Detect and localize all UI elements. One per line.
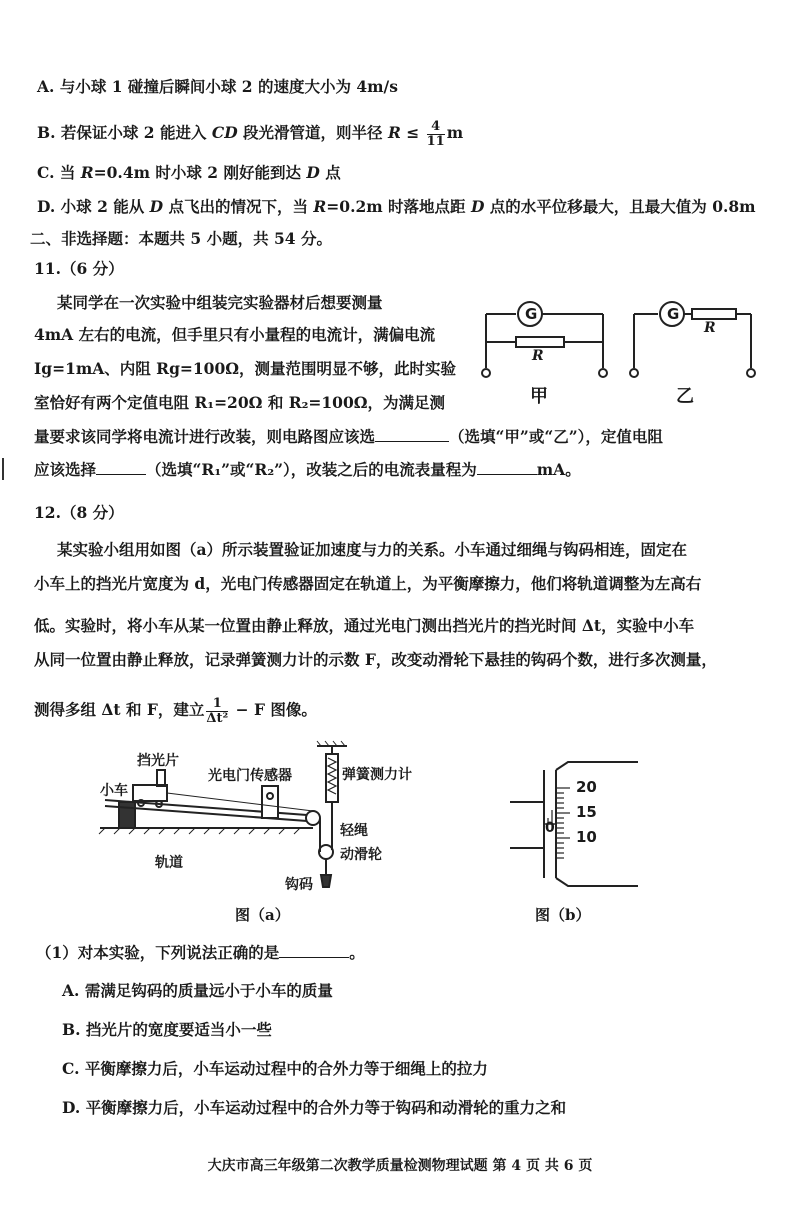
q12-text-3: 低。实验时，将小车从某一位置由静止释放，通过光电门测出挡光片的挡光时间 Δt，实验中小车: [34, 616, 695, 635]
q11-text-5: 量要求该同学将电流计进行改装，则电路图应该选 （选填“甲”或“乙”），定值电阻: [34, 427, 663, 446]
q12-text-5: 测得多组 Δt 和 F，建立 $\frac{1}{\text{Δt²}}$ − F 图像。: [34, 695, 317, 726]
fraction-1-over-dt2: $\frac{1}{\text{Δt²}}$: [206, 695, 229, 726]
option-b-prev: B. 若保证小球 2 能进入 CD 段光滑管道，则半径 R ≤ $\frac{4}{11}$ m: [37, 118, 464, 149]
fraction-4-11: $\frac{4}{11}$: [426, 118, 445, 149]
option-d-prev: D. 小球 2 能从 D 点飞出的情况下，当 R=0.2m 时落地点距 D 点的水平位移最大，且最大值为 0.8m: [37, 197, 756, 216]
q11-text-4: 室恰好有两个定值电阻 R₁=20Ω 和 R₂=100Ω，为满足测: [34, 393, 446, 412]
q11-text-6: 应该选择 （选填“R₁”或“R₂”），改装之后的电流表量程为 mA。: [34, 460, 581, 479]
circuit-diagram-jia: [478, 300, 608, 380]
scale-label-20: 20: [576, 778, 597, 796]
answer-blank-resistor[interactable]: [96, 458, 146, 475]
section-heading: 二、非选择题：本题共 5 小题，共 54 分。: [30, 229, 332, 248]
answer-blank-range[interactable]: [477, 458, 537, 475]
scale-label-0: 0: [545, 820, 555, 836]
label-shutter: 挡光片: [137, 753, 179, 769]
q12-option-b: B. 挡光片的宽度要适当小一些: [62, 1020, 272, 1039]
galvanometer-label-jia: G: [525, 305, 538, 323]
scale-label-10: 10: [576, 828, 597, 846]
option-c-prev: C. 当 R=0.4m 时小球 2 刚好能到达 D 点: [37, 163, 341, 182]
q11-text-3: Ig=1mA、内阻 Rg=100Ω，测量范围明显不够，此时实验: [34, 359, 457, 378]
q12-text-2: 小车上的挡光片宽度为 d，光电门传感器固定在轨道上，为平衡摩擦力，他们将轨道调整为左高右: [34, 574, 702, 593]
caption-figure-a: 图（a）: [235, 906, 290, 924]
caption-figure-b: 图（b）: [535, 906, 591, 924]
q12-option-a: A. 需满足钩码的质量远小于小车的质量: [62, 981, 333, 1000]
option-a-prev: A. 与小球 1 碰撞后瞬间小球 2 的速度大小为 4m/s: [37, 77, 398, 96]
page-footer: 大庆市高三年级第二次教学质量检测物理试题 第 4 页 共 6 页: [207, 1158, 593, 1174]
q12-option-c: C. 平衡摩擦力后，小车运动过程中的合外力等于细绳上的拉力: [62, 1059, 488, 1078]
label-cart: 小车: [100, 783, 128, 799]
q12-option-d: D. 平衡摩擦力后，小车运动过程中的合外力等于钩码和动滑轮的重力之和: [62, 1098, 567, 1117]
label-photogate: 光电门传感器: [208, 768, 292, 784]
circuit-diagram-yi: [628, 300, 758, 380]
galvanometer-label-yi: G: [667, 305, 680, 323]
q11-text-1: 某同学在一次实验中组装完实验器材后想要测量: [57, 293, 383, 312]
answer-blank-sub1[interactable]: [279, 941, 349, 958]
resistor-label-jia: R: [532, 348, 544, 364]
label-pulley: 动滑轮: [340, 847, 382, 863]
q11-number: 11.（6 分）: [34, 259, 124, 278]
label-track: 轨道: [155, 855, 183, 871]
label-spring-scale: 弹簧测力计: [342, 767, 412, 783]
margin-mark: [2, 458, 4, 480]
scale-label-15: 15: [576, 803, 597, 821]
answer-blank-circuit[interactable]: [375, 425, 449, 442]
resistor-label-yi: R: [704, 320, 716, 336]
q11-text-2: 4mA 左右的电流，但手里只有小量程的电流计，满偏电流: [34, 325, 436, 344]
caption-yi: 乙: [676, 386, 694, 407]
caption-jia: 甲: [530, 386, 548, 407]
q12-sub1: （1）对本实验，下列说法正确的是 。: [36, 943, 365, 962]
label-weight: 钩码: [285, 877, 313, 893]
label-rope: 轻绳: [340, 823, 368, 839]
q12-number: 12.（8 分）: [34, 503, 124, 522]
q12-text-4: 从同一位置由静止释放，记录弹簧测力计的示数 F，改变动滑轮下悬挂的钩码个数，进行多次测量，: [34, 650, 717, 669]
q12-text-1: 某实验小组用如图（a）所示装置验证加速度与力的关系。小车通过细绳与钩码相连，固定在: [57, 540, 688, 559]
